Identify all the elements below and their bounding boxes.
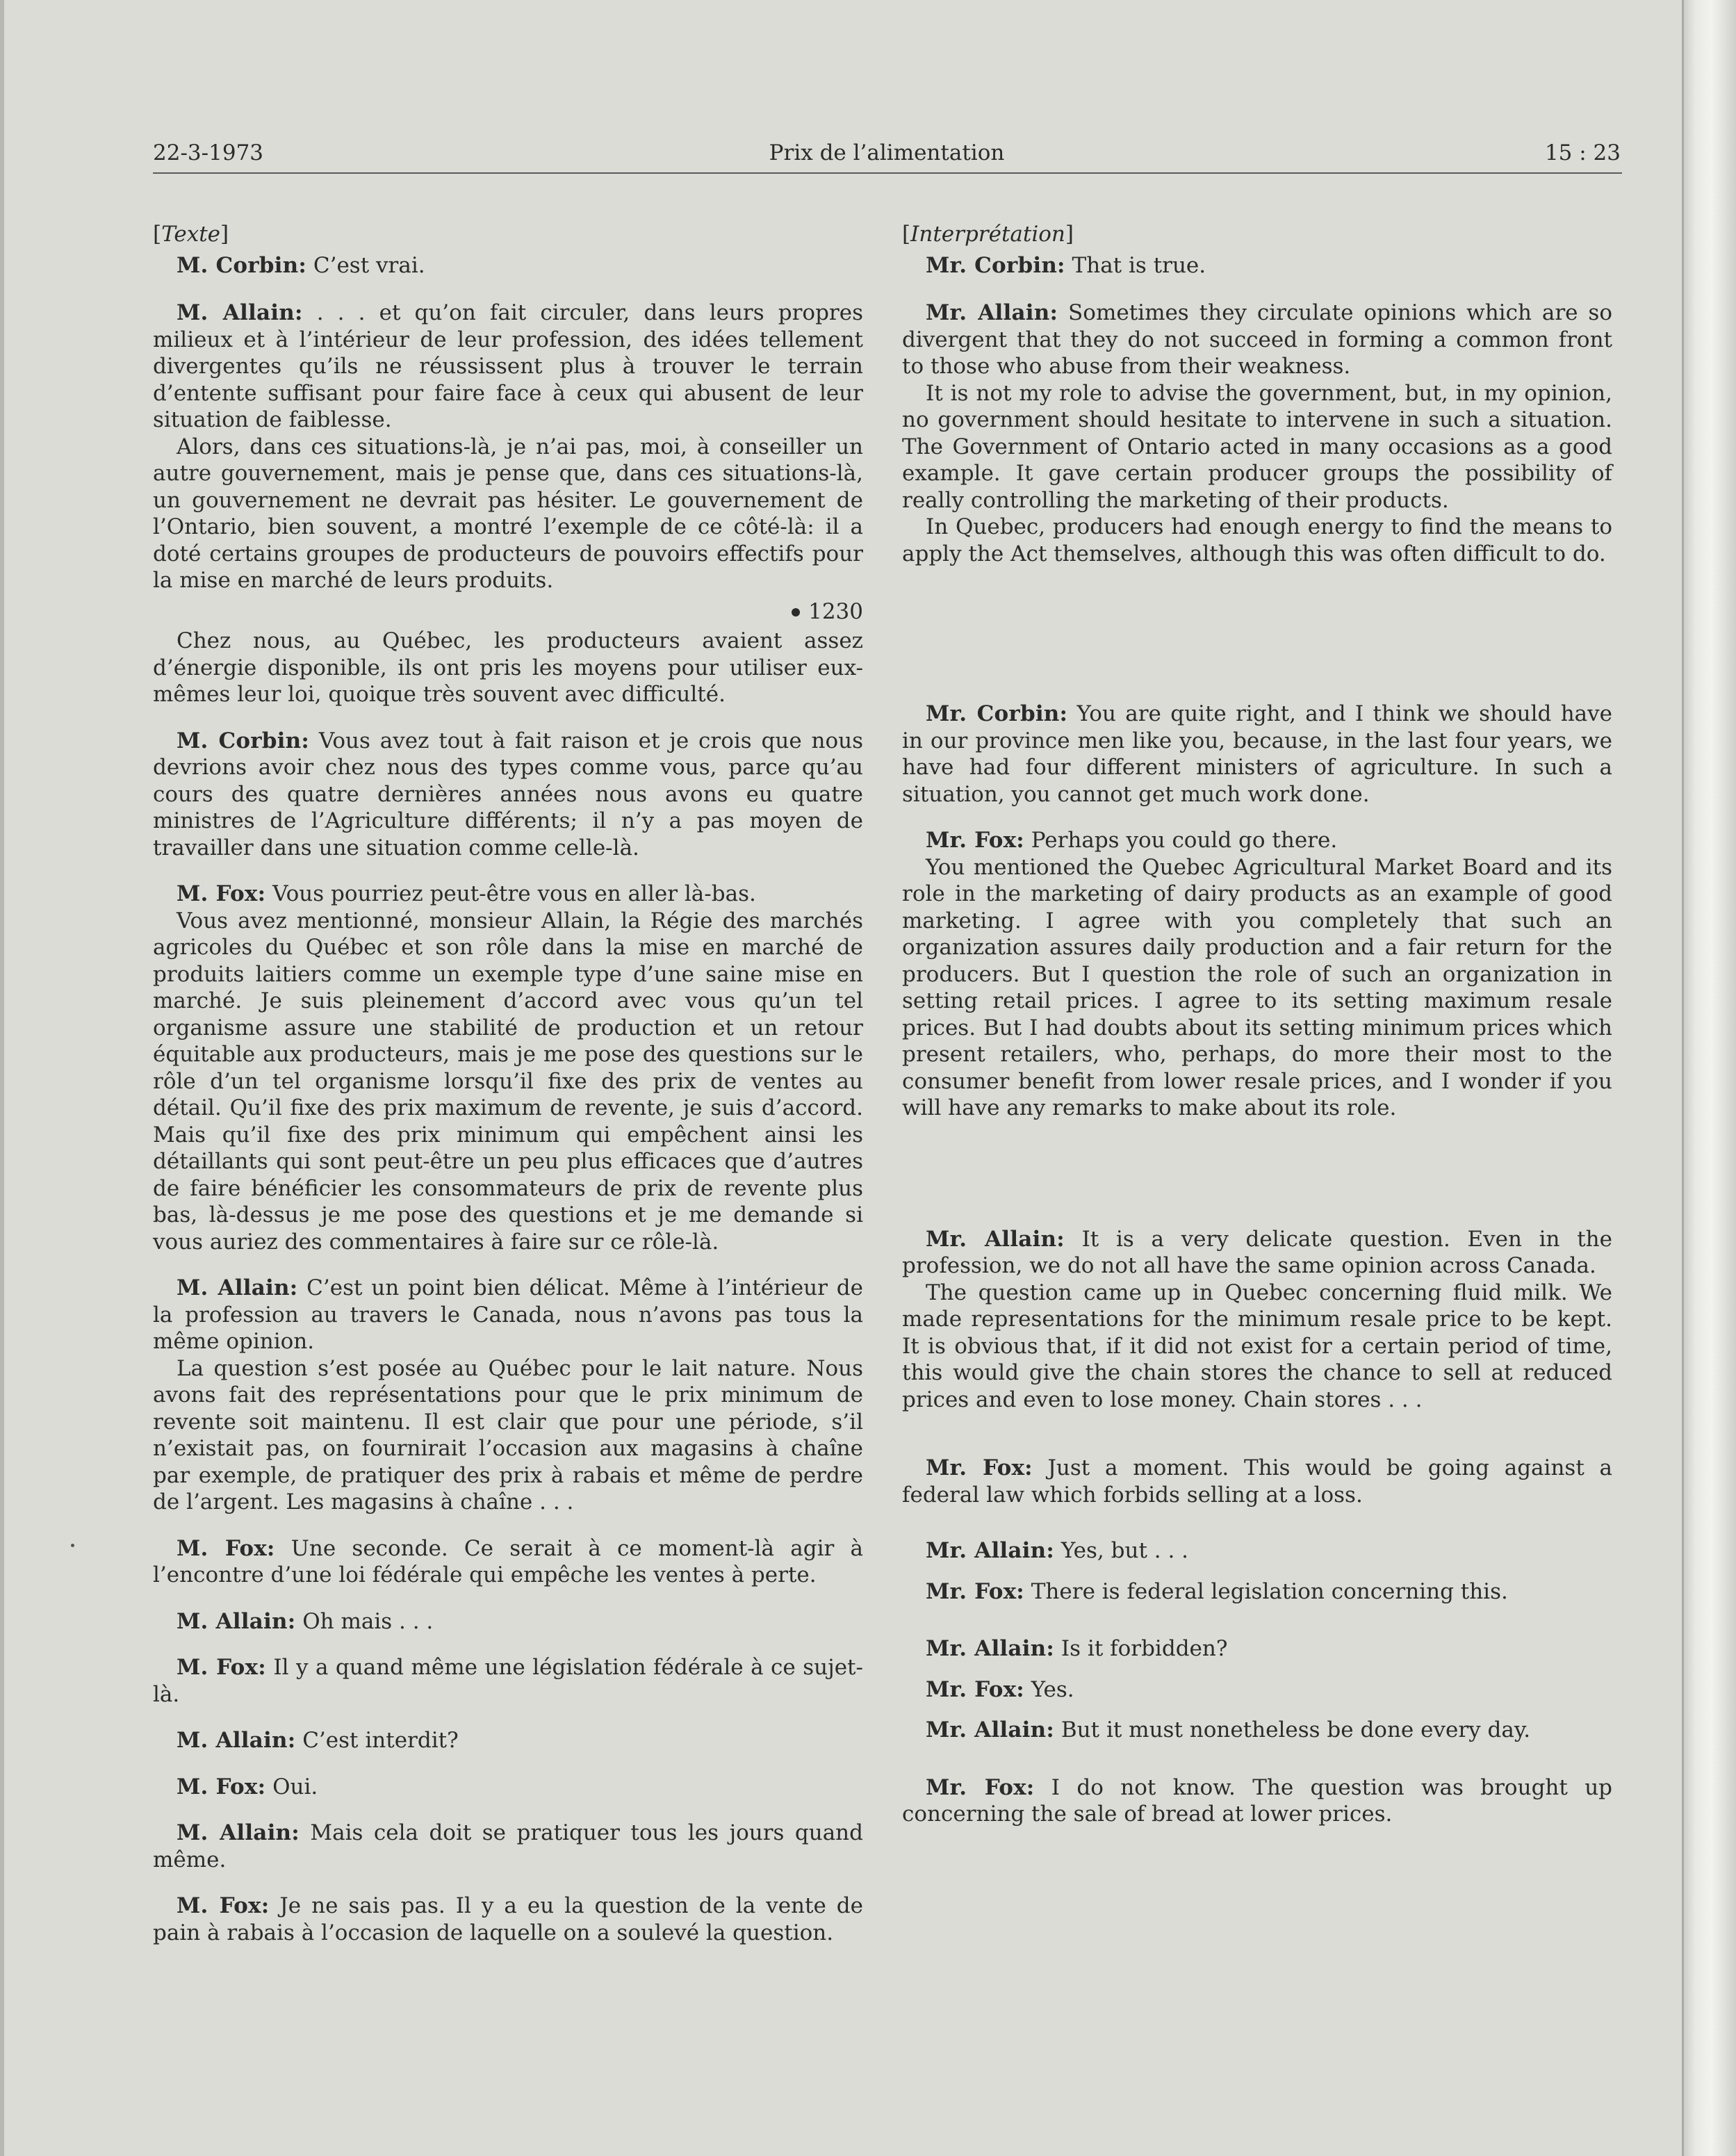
header-title: Prix de l’alimentation (769, 140, 1005, 165)
right-paragraph: Mr. Fox: Yes. (926, 1676, 1074, 1702)
speaker-name: Mr. Fox: (926, 1578, 1024, 1604)
left-column-french (153, 221, 863, 1946)
left-paragraph: M. Allain: Oh mais . . . (177, 1608, 434, 1634)
speaker-name: M. Allain: (177, 1820, 300, 1845)
left-column-label: [Texte] (153, 222, 229, 247)
speaker-name: M. Corbin: (177, 252, 307, 278)
left-paragraph: M. Fox: Il y a quand même une législation fédérale à ce sujet-là. (153, 1655, 863, 1707)
left-paragraph: Alors, dans ces situations-là, je n’ai pas, moi, à conseiller un autre gouvernement, mais je pense que, dans ces situations-là, un gouvernement ne devrait pas hésiter. Le gouvernement de l’Ontario, bien souvent, a montré l’exemple de ce côté-là: il a doté certains groupes de producteurs de pouvoirs effectifs pour la mise en marché de leurs produits. (153, 434, 863, 593)
speaker-name: M. Fox: (177, 1535, 275, 1561)
left-paragraph: M. Corbin: C’est vrai. (177, 252, 425, 278)
speaker-name: Mr. Fox: (926, 1455, 1033, 1480)
left-paragraph: M. Allain: Mais cela doit se pratiquer tous les jours quand même. (153, 1820, 863, 1872)
right-paragraph: Mr. Allain: Yes, but . . . (926, 1538, 1189, 1563)
speaker-name: Mr. Allain: (926, 1636, 1055, 1661)
right-paragraph: Mr. Fox: There is federal legislation concerning this. (926, 1578, 1508, 1604)
speaker-name: Mr. Fox: (926, 828, 1024, 853)
speaker-name: Mr. Allain: (926, 300, 1058, 325)
left-paragraph: M. Fox: Vous pourriez peut-être vous en aller là-bas. (177, 881, 756, 906)
left-paragraph: M. Corbin: Vous avez tout à fait raison et je crois que nous devrions avoir chez nous des types comme vous, parce qu’au cours des quatre dernières années nous avons eu quatre ministres de l’Agriculture différents; il n’y a pas moyen de travailler dans une situation comme celle-là. (153, 728, 863, 860)
left-paragraph: M. Allain: C’est un point bien délicat. Même à l’intérieur de la profession au travers le Canada, nous n’avons pas tous la même opinion. (153, 1275, 863, 1354)
page-header (153, 140, 1621, 171)
speaker-name: M. Fox: (177, 1655, 266, 1680)
page-speck (71, 1544, 74, 1547)
right-paragraph: Mr. Allain: But it must nonetheless be done every day. (926, 1717, 1531, 1742)
left-paragraph: Vous avez mentionné, monsieur Allain, la Régie des marchés agricoles du Québec et son rôle dans la mise en marché de produits laitiers comme un exemple type d’une saine mise en marché. Je suis pleinement d’accord avec vous qu’un tel organisme assure une stabilité de production et un retour équitable aux producteurs, mais je me pose des questions sur le rôle d’un tel organisme lorsqu’il fixe des prix de ventes au détail. Qu’il fixe des prix maximum de revente, je suis d’accord. Mais qu’il fixe des prix minimum qui empêchent ainsi les détaillants qui sont peut-être un peu plus efficaces que d’autres de faire bénéficier les consommateurs de prix de revente plus bas, là-dessus je me pose des questions et je me demande si vous auriez des commentaires à faire sur ce rôle-là. (153, 908, 863, 1255)
speaker-name: Mr. Fox: (926, 1774, 1035, 1800)
right-column-english (902, 221, 1612, 1828)
left-paragraph: M. Allain: C’est interdit? (177, 1728, 459, 1753)
time-marker: 1230 (153, 598, 863, 626)
bullet-icon (792, 608, 800, 616)
speaker-name: M. Allain: (177, 1728, 296, 1753)
speaker-name: M. Allain: (177, 1608, 296, 1634)
speaker-name: Mr. Allain: (926, 1226, 1065, 1252)
left-paragraph: M. Fox: Je ne sais pas. Il y a eu la question de la vente de pain à rabais à l’occasion de laquelle on a soulevé la question. (153, 1893, 863, 1945)
speaker-name: Mr. Corbin: (926, 701, 1068, 726)
right-paragraph: Mr. Corbin: You are quite right, and I think we should have in our province men like you, because, in the last four years, we have had four different ministers of agriculture. In such a situation, you cannot get much work done. (902, 701, 1613, 807)
header-rule (153, 172, 1622, 174)
right-paragraph: The question came up in Quebec concerning fluid milk. We made representations for the minimum resale price to be kept. It is obvious that, if it did not exist for a certain period of time, this would give the chain stores the chance to sell at reduced prices and even to lose money. Chain stores . . . (902, 1280, 1612, 1412)
speaker-name: Mr. Corbin: (926, 252, 1065, 278)
speaker-name: M. Allain: (177, 300, 303, 325)
right-paragraph: Mr. Allain: Is it forbidden? (926, 1636, 1228, 1661)
right-column-label: [Interprétation] (902, 222, 1074, 247)
right-paragraph: It is not my role to advise the government, but, in my opinion, no government should hesitate to intervene in such a situation. The Government of Ontario acted in many occasions as a good example. It gave certain producer groups the possibility of really controlling the marketing of their products. (902, 380, 1612, 513)
right-paragraph: Mr. Fox: Perhaps you could go there. (926, 828, 1338, 853)
speaker-name: Mr. Allain: (926, 1538, 1055, 1563)
right-paragraph: Mr. Corbin: That is true. (926, 252, 1206, 278)
left-paragraph: La question s’est posée au Québec pour le lait nature. Nous avons fait des représentations pour que le prix minimum de revente soit maintenu. Il est clair que pour une période, s’il n’existait pas, on fournirait l’occasion aux magasins à chaîne par exemple, de pratiquer des prix à rabais et même de perdre de l’argent. Les magasins à chaîne . . . (153, 1355, 863, 1514)
speaker-name: M. Corbin: (177, 728, 309, 753)
right-paragraph: Mr. Fox: Just a moment. This would be going against a federal law which forbids selling at a loss. (902, 1455, 1612, 1508)
speaker-name: M. Allain: (177, 1275, 298, 1300)
speaker-name: M. Fox: (177, 1774, 266, 1799)
header-page-number: 15 : 23 (1544, 140, 1621, 165)
page-stack-edge (1682, 0, 1736, 2156)
right-paragraph: Mr. Allain: It is a very delicate question. Even in the profession, we do not all have the same opinion across Canada. (902, 1226, 1612, 1278)
left-paragraph: M. Fox: Oui. (177, 1774, 318, 1799)
left-paragraph: M. Allain: . . . et qu’on fait circuler, dans leurs propres milieux et à l’intérieur de leur profession, des idées tellement divergentes qu’ils ne réussissent plus à trouver le terrain d’entente suffisant pour faire face à ceux qui abusent de leur situation de faiblesse. (153, 300, 863, 432)
right-paragraph: Mr. Fox: I do not know. The question was brought up concerning the sale of bread at lower prices. (902, 1774, 1613, 1827)
left-paragraph: M. Fox: Une seconde. Ce serait à ce moment-là agir à l’encontre d’une loi fédérale qui empêche les ventes à perte. (153, 1535, 863, 1587)
header-date: 22-3-1973 (153, 140, 264, 165)
speaker-name: Mr. Fox: (926, 1676, 1024, 1702)
speaker-name: M. Fox: (177, 1893, 270, 1918)
right-paragraph: In Quebec, producers had enough energy to find the means to apply the Act themselves, although this was often difficult to do. (902, 514, 1612, 566)
right-paragraph: You mentioned the Quebec Agricultural Market Board and its role in the marketing of dairy products as an example of good marketing. I agree with you completely that such an organization assures daily production and a fair return for the producers. But I question the role of such an organization in setting retail prices. I agree to its setting maximum resale prices. But I had doubts about its setting minimum prices which present retailers, who, perhaps, do more their most to the consumer benefit from lower resale prices, and I wonder if you will have any remarks to make about its role. (902, 854, 1612, 1120)
right-paragraph: Mr. Allain: Sometimes they circulate opinions which are so divergent that they do not succeed in forming a common front to those who abuse from their weakness. (902, 300, 1612, 379)
speaker-name: M. Fox: (177, 881, 266, 906)
speaker-name: Mr. Allain: (926, 1717, 1055, 1742)
left-paragraph: Chez nous, au Québec, les producteurs avaient assez d’énergie disponible, ils ont pris les moyens pour utiliser eux-mêmes leur loi, quoique très souvent avec difficulté. (153, 628, 863, 707)
